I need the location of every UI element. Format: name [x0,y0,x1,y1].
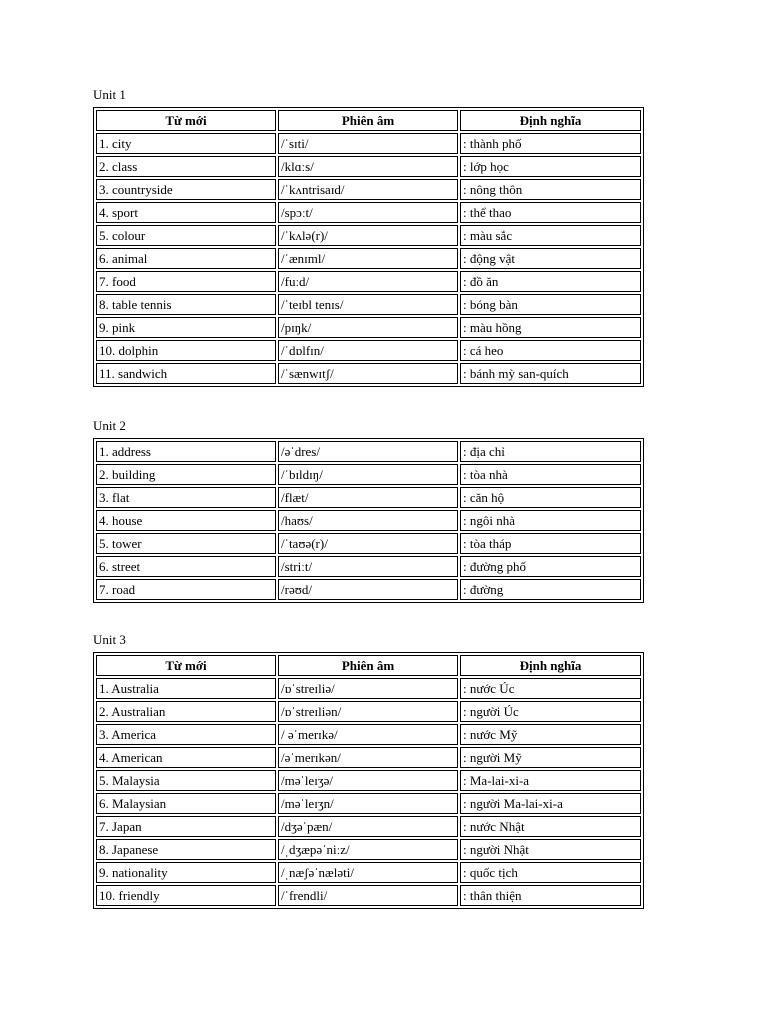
word-cell: 2. building [96,464,276,485]
pronunciation-cell: /ˌnæʃəˈnæləti/ [278,862,458,883]
definition-cell: : tòa nhà [460,464,641,485]
definition-cell: : động vật [460,248,641,269]
definition-cell: : người Ma-lai-xi-a [460,793,641,814]
word-cell: 1. city [96,133,276,154]
pronunciation-cell: /pɪŋk/ [278,317,458,338]
definition-cell: : đồ ăn [460,271,641,292]
word-cell: 9. pink [96,317,276,338]
definition-cell: : cá heo [460,340,641,361]
pronunciation-cell: /fuːd/ [278,271,458,292]
definition-cell: : người Mỹ [460,747,641,768]
pronunciation-cell: /ˈsɪti/ [278,133,458,154]
table-row [96,179,641,200]
header-pronunciation: Phiên âm [278,655,458,676]
word-cell: 9. nationality [96,862,276,883]
table-row [96,133,641,154]
header-new-word: Từ mới [96,110,276,131]
word-cell: 6. animal [96,248,276,269]
word-cell: 8. table tennis [96,294,276,315]
table-row [96,678,641,699]
definition-cell: : Ma-lai-xi-a [460,770,641,791]
unit-2-vocab-table [93,438,644,603]
pronunciation-cell: /məˈleɪʒə/ [278,770,458,791]
table-row [96,248,641,269]
word-cell: 7. road [96,579,276,600]
definition-cell: : nước Nhật [460,816,641,837]
pronunciation-cell: /ˈænɪml/ [278,248,458,269]
pronunciation-cell: /ˈteɪbl tenɪs/ [278,294,458,315]
pronunciation-cell: /klɑːs/ [278,156,458,177]
definition-cell: : nông thôn [460,179,641,200]
pronunciation-cell: /ɒˈstreɪliən/ [278,701,458,722]
definition-cell: : thành phố [460,133,641,154]
table-row [96,441,641,462]
header-pronunciation: Phiên âm [278,110,458,131]
word-cell: 8. Japanese [96,839,276,860]
pronunciation-cell: /rəʊd/ [278,579,458,600]
table-row [96,510,641,531]
table-row [96,533,641,554]
pronunciation-cell: /striːt/ [278,556,458,577]
pronunciation-cell: /flæt/ [278,487,458,508]
word-cell: 1. address [96,441,276,462]
word-cell: 7. Japan [96,816,276,837]
unit-2-title: Unit 2 [93,418,126,433]
pronunciation-cell: /ˈsænwɪtʃ/ [278,363,458,384]
pronunciation-cell: /ˈdɒlfɪn/ [278,340,458,361]
word-cell: 5. tower [96,533,276,554]
pronunciation-cell: /əˈdres/ [278,441,458,462]
definition-cell: : ngôi nhà [460,510,641,531]
table-row [96,793,641,814]
unit-1-vocab-table [93,107,644,387]
word-cell: 6. Malaysian [96,793,276,814]
word-cell: 4. American [96,747,276,768]
table-row [96,363,641,384]
pronunciation-cell: / əˈmerɪkə/ [278,724,458,745]
table-row [96,464,641,485]
table-header-row [96,110,641,131]
definition-cell: : đường [460,579,641,600]
header-definition: Định nghĩa [460,110,641,131]
pronunciation-cell: /ˈkʌntrisaɪd/ [278,179,458,200]
unit-1-section [93,87,643,387]
unit-3-title: Unit 3 [93,632,126,647]
pronunciation-cell: /dʒəˈpæn/ [278,816,458,837]
unit-3-vocab-table [93,652,644,909]
definition-cell: : nước Úc [460,678,641,699]
table-row [96,556,641,577]
definition-cell: : màu sắc [460,225,641,246]
definition-cell: : bánh mỳ san-quích [460,363,641,384]
table-row [96,701,641,722]
definition-cell: : người Nhật [460,839,641,860]
table-row [96,487,641,508]
word-cell: 10. friendly [96,885,276,906]
word-cell: 5. Malaysia [96,770,276,791]
word-cell: 3. America [96,724,276,745]
table-row [96,202,641,223]
table-row [96,317,641,338]
pronunciation-cell: /ˌdʒæpəˈniːz/ [278,839,458,860]
table-row [96,225,641,246]
table-row [96,294,641,315]
pronunciation-cell: /məˈleɪʒn/ [278,793,458,814]
pronunciation-cell: /ˈbɪldɪŋ/ [278,464,458,485]
definition-cell: : căn hộ [460,487,641,508]
definition-cell: : tòa tháp [460,533,641,554]
definition-cell: : địa chỉ [460,441,641,462]
table-row [96,839,641,860]
definition-cell: : đường phố [460,556,641,577]
pronunciation-cell: /ˈkʌlə(r)/ [278,225,458,246]
table-row [96,156,641,177]
pronunciation-cell: /əˈmerɪkən/ [278,747,458,768]
definition-cell: : thể thao [460,202,641,223]
table-row [96,885,641,906]
definition-cell: : thân thiện [460,885,641,906]
table-row [96,271,641,292]
definition-cell: : màu hồng [460,317,641,338]
pronunciation-cell: /haʊs/ [278,510,458,531]
unit-3-section [93,632,643,909]
table-row [96,579,641,600]
pronunciation-cell: /ɒˈstreɪliə/ [278,678,458,699]
pronunciation-cell: /ˈtaʊə(r)/ [278,533,458,554]
pronunciation-cell: /ˈfrendli/ [278,885,458,906]
table-row [96,770,641,791]
word-cell: 4. house [96,510,276,531]
word-cell: 7. food [96,271,276,292]
word-cell: 5. colour [96,225,276,246]
word-cell: 2. class [96,156,276,177]
word-cell: 6. street [96,556,276,577]
definition-cell: : lớp học [460,156,641,177]
table-row [96,724,641,745]
table-row [96,747,641,768]
definition-cell: : người Úc [460,701,641,722]
header-new-word: Từ mới [96,655,276,676]
word-cell: 1. Australia [96,678,276,699]
pronunciation-cell: /spɔːt/ [278,202,458,223]
unit-2-section [93,418,643,603]
definition-cell: : nước Mỹ [460,724,641,745]
table-header-row [96,655,641,676]
unit-1-title: Unit 1 [93,87,126,102]
word-cell: 3. flat [96,487,276,508]
table-row [96,340,641,361]
definition-cell: : quốc tịch [460,862,641,883]
word-cell: 11. sandwich [96,363,276,384]
definition-cell: : bóng bàn [460,294,641,315]
word-cell: 3. countryside [96,179,276,200]
header-definition: Định nghĩa [460,655,641,676]
word-cell: 2. Australian [96,701,276,722]
word-cell: 4. sport [96,202,276,223]
table-row [96,816,641,837]
table-row [96,862,641,883]
word-cell: 10. dolphin [96,340,276,361]
